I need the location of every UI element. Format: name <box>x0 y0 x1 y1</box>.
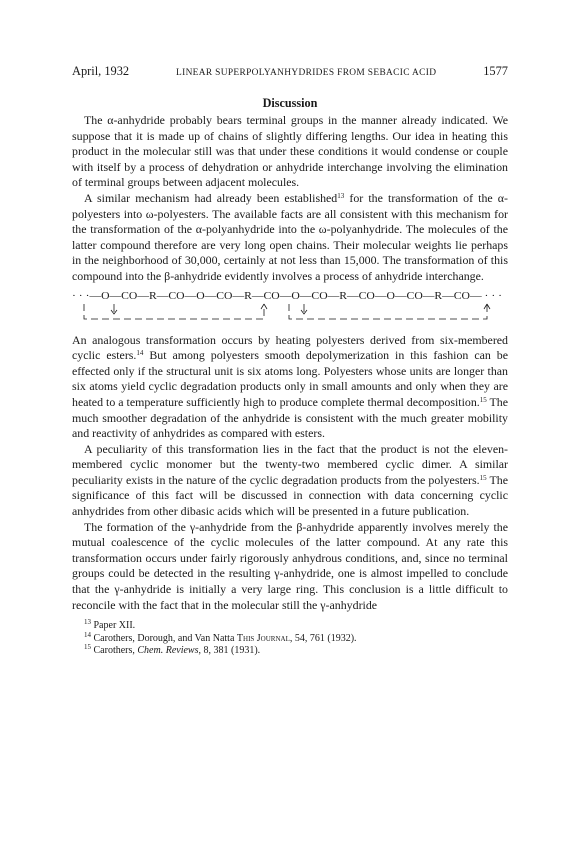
paragraph-5: The formation of the γ-anhydride from the β-anhydride apparently involves merely the mutual coalescence of the cyclic molecules of the latter compound. At any rate this transformation occurs under fairly rigorously anhydrous conditions, and, since no terminal groups could be detected in the resulting γ-anhydride, one is almost impelled to conclude that the γ-anhydride is initially a very large ring. This conclusion is a little difficult to reconcile with the fact that in the molecular still the γ-anhydride <box>72 519 508 612</box>
paragraph-3-text-b: But among polyesters smooth depolymerization in this fashion can be effected only if the structural unit is six atoms long. Polyesters whose units are longer than six atoms yield cyclic degradation products only in small amounts and only when they are heated to a temperature sufficiently high to produce complete thermal decomposition. <box>72 348 508 409</box>
paragraph-3 <box>72 333 508 442</box>
footnote-14-journal: This Journal <box>236 632 290 644</box>
footnote-13-text: Paper XII. <box>91 620 136 632</box>
footnote-15 <box>72 645 508 658</box>
footnote-15-number: 15 <box>84 643 91 652</box>
header-date: April, 1932 <box>72 64 130 78</box>
footnote-ref-13: 13 <box>337 191 345 200</box>
chain-formula-diagram <box>72 287 508 329</box>
footnote-13-number: 13 <box>84 618 91 627</box>
left-dashed-bracket <box>84 304 264 319</box>
paragraph-2-text-a: A similar mechanism had already been established <box>84 190 338 205</box>
formula-text: · · ·—O—CO—R—CO—O—CO—R—CO—O—CO—R—CO—O—CO—R—CO— · · · <box>72 290 503 302</box>
section-title: Discussion <box>262 96 318 110</box>
footnote-ref-15: 15 <box>479 395 487 404</box>
footnote-14-text-a: Carothers, Dorough, and Van Natta <box>91 632 237 644</box>
footnote-13 <box>72 620 508 633</box>
running-title: LINEAR SUPERPOLYANHYDRIDES FROM SEBACIC ACID <box>176 68 437 78</box>
footnote-ref-14: 14 <box>136 349 144 358</box>
footnote-15-text-b: , 8, 381 (1931). <box>198 645 261 657</box>
interchange-brackets <box>84 304 490 319</box>
footnote-14 <box>72 630 508 646</box>
paragraph-2 <box>72 191 508 285</box>
footnote-14-text-b: , 54, 761 (1932). <box>289 632 357 644</box>
page-number: 1577 <box>483 64 508 78</box>
paragraph-1: The α-anhydride probably bears terminal groups in the manner already indicated. We suppose that it is made up of chains of slightly differing lengths. Our idea in heating this product in the molecular still was that under these conditions it would condense or couple with itself by a process of dehydration or anhydride interchange involving the elimination of terminal groups between adjacent molecules. <box>72 113 508 190</box>
footnote-14-number: 14 <box>84 630 91 639</box>
paragraph-2-text-b: for the transformation of the α-polyesters into ω-polyesters. The available facts are all consistent with this mechanism for the transformation of the α-polyanhydride into the ω-polyanhydride. The molecules of the latter compound therefore are very long open chains. Their molecular weights lie perhaps in the neighborhood of 30,000, certainly at not less than 15,000. The transformation of this compound into the β-anhydride evidently involves a process of anhydride interchange. <box>72 190 508 283</box>
chain-formula <box>72 287 508 329</box>
footnote-15-text-a: Carothers, <box>91 645 138 657</box>
footnotes <box>72 620 508 658</box>
footnote-15-journal: Chem. Reviews <box>137 645 199 657</box>
paragraph-3-text-a: An analogous transformation occurs by heating polyesters derived from six-membered cyclic esters. <box>72 332 508 363</box>
paragraph-4 <box>72 442 508 520</box>
right-dashed-bracket <box>289 304 487 319</box>
left-outer-arrow-head <box>261 304 267 309</box>
page-header <box>72 64 508 82</box>
footnote-ref-15b: 15 <box>479 473 487 482</box>
paragraph-4-text-a: A peculiarity of this transformation lies in the fact that the product is not the eleven-membered cyclic monomer but the twenty-two membered cyclic dimer. A similar peculiarity exists in the nature of the cyclic degradation products from the polyesters. <box>72 441 508 487</box>
journal-page <box>72 64 508 658</box>
paragraph-4-text-b: The significance of this fact will be discussed in connection with data concerning cyclic anhydrides from other dibasic acids which will be presented in a future publication. <box>72 472 508 519</box>
paragraph-3-text-c: The much smoother degradation of the anhydride is consistent with the much greater mobility and reactivity of anhydrides as compared with esters. <box>72 394 508 441</box>
